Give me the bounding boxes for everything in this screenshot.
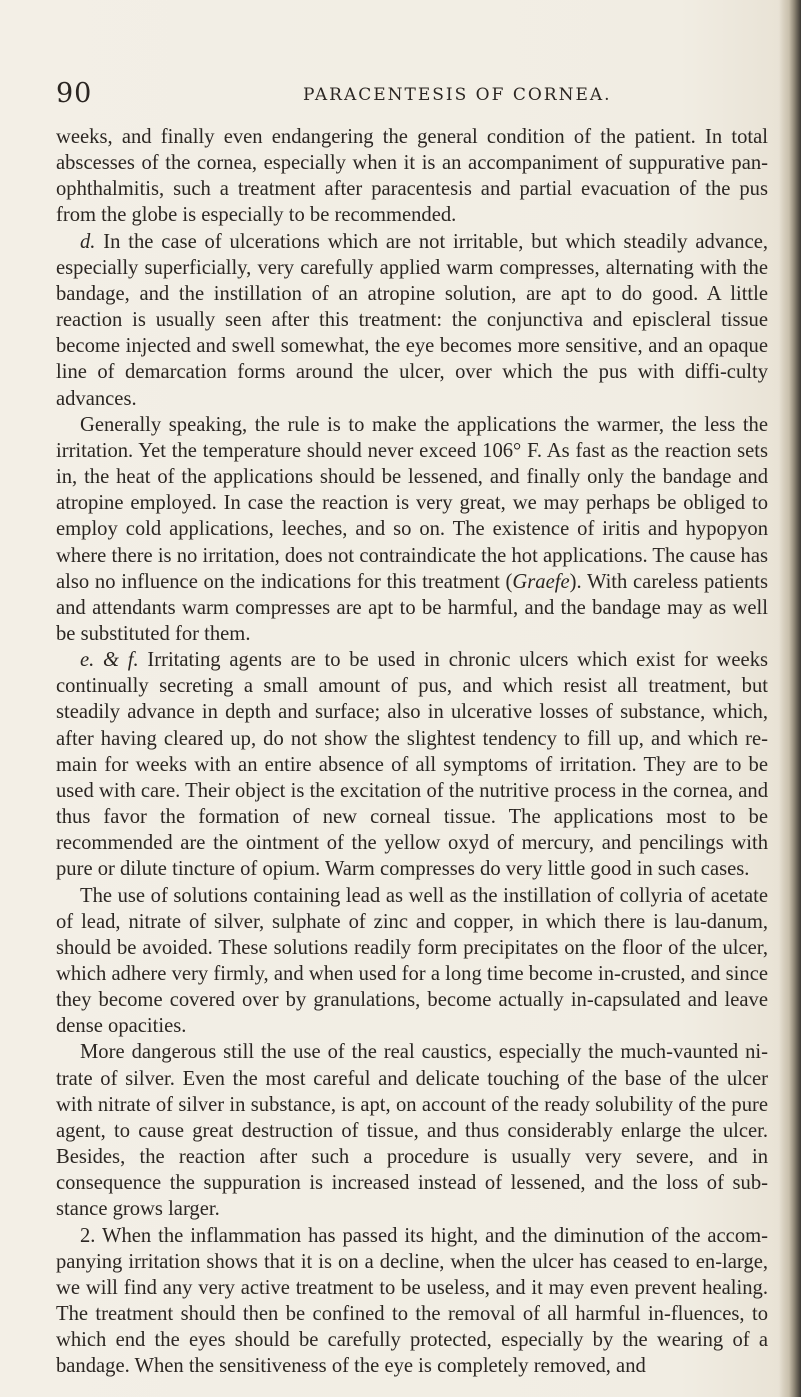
page-gutter-shadow: [779, 0, 801, 1397]
paragraph-3-end: ). With careless patients and attendants warm compresses are apt to be harmful, and the bandage may as well be substituted for them.: [56, 570, 768, 645]
citation-graefe: Graefe: [512, 570, 570, 593]
paragraph-2: [56, 229, 768, 412]
paragraph-5: The use of solutions containing lead as well as the instillation of collyria of acetate of lead, nitrate of silver, sulphate of zinc and copper, in which there is lau-danum, should be avoided. These solutions readily form precipitates on the floor of the ulcer, which adhere very firmly, and when used for a long time become in-crusted, and since they become covered over by granulations, become actually in-capsulated and leave dense opacities.: [56, 884, 768, 1038]
paragraph-2-text: In the case of ulcerations which are not irritable, but which steadily advance, especially superficially, very carefully applied warm compresses, alternating with the bandage, and the instillation of an atropine solution, are apt to do good. A little reaction is usually seen after this treatment: the conjunctiva and episcleral tissue become injected and swell somewhat, the eye becomes more sensitive, and an opaque line of demarcation forms around the ulcer, over which the pus with diffi-culty advances.: [56, 230, 768, 410]
page-number: 90: [56, 78, 93, 109]
section-label-ef: e. & f.: [80, 649, 139, 672]
paragraph-6: More dangerous still the use of the real caustics, especially the much-vaunted ni-trate of silver. Even the most careful and delicate touching of the base of the ulcer with nitrate of silver in substance, is apt, on account of the ready solubility of the pure agent, to cause great destruction of tissue, and thus considerably enlarge the ulcer. Besides, the reaction after such a procedure is usually very severe, and in consequence the suppuration is increased instead of lessened, and the loss of sub-stance grows larger.: [56, 1041, 768, 1221]
paragraph-1: weeks, and finally even endangering the general condition of the patient. In total abscesses of the cornea, especially when it is an accompaniment of suppurative pan-ophthalmitis, such a treatment after paracentesis and partial evacuation of the pus from the globe is especially to be recommended.: [56, 126, 768, 227]
running-title: PARACENTESIS OF CORNEA.: [303, 85, 612, 105]
section-label-d: d.: [80, 230, 96, 253]
paragraph-3-text: Generally speaking, the rule is to make the applications the warmer, the less the irritation. Yet the temperature should never exceed 106° F. As fast as the reaction sets in, the heat of the applications should be lessened, and finally only the bandage and atropine employed. In case the reaction is very great, we may perhaps be obliged to employ cold applications, leeches, and so on. The existence of iritis and hypopyon where there is no irritation, does not contraindicate the hot applications. The cause has also no influence on the indications for this treatment (: [56, 413, 768, 593]
paragraph-4: [56, 647, 768, 882]
paragraph-3: [56, 412, 768, 647]
body-text: [56, 124, 768, 1380]
paragraph-7: 2. When the inflammation has passed its hight, and the diminution of the accom-panying irritation shows that it is on a decline, when the ulcer has ceased to en-large, we will find any very active treatment to be useless, and it may even prevent healing. The treatment should then be confined to the removal of all harmful in-fluences, to which end the eyes should be carefully protected, especially by the wearing of a bandage. When the sensitiveness of the eye is completely removed, and: [56, 1224, 768, 1378]
paragraph-4-text: Irritating agents are to be used in chronic ulcers which exist for weeks continually secreting a small amount of pus, and which resist all treatment, but steadily advance in depth and surface; also in ulcerative losses of substance, which, after having cleared up, do not show the slightest tendency to fill up, and which re-main for weeks with an entire absence of all symptoms of irritation. They are to be used with care. Their object is the excitation of the nutritive process in the cornea, and thus favor the formation of new corneal tissue. The applications most to be recommended are the ointment of the yellow oxyd of mercury, and pencilings with pure or dilute tincture of opium. Warm compresses do very little good in such cases.: [56, 649, 768, 881]
